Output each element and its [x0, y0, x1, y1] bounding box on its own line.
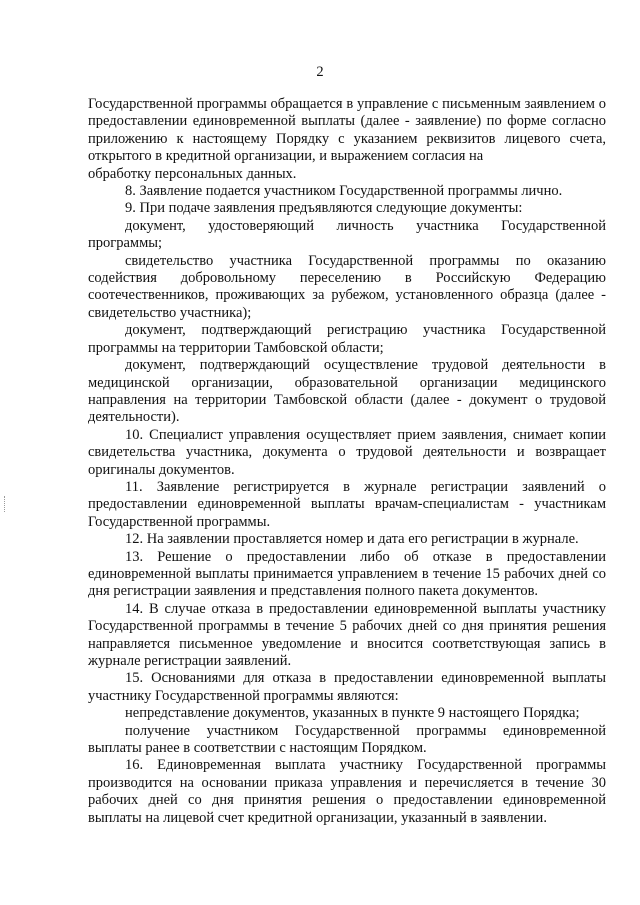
list-item-previous-payment: получение участником Государственной программы единовременной выплаты ранее в соответствии с настоящим Порядком.	[88, 722, 606, 757]
paragraph-12: 12. На заявлении проставляется номер и дата его регистрации в журнале.	[125, 531, 579, 548]
paragraph-9: 9. При подаче заявления предъявляются следующие документы:	[125, 200, 523, 217]
paragraph-11: 11. Заявление регистрируется в журнале регистрации заявлений о предоставлении единовременной выплаты врачам-специалистам - участникам Государственной программы.	[88, 478, 606, 530]
paragraph-continuation-end: обработку персональных данных.	[88, 165, 297, 182]
paragraph-16: 16. Единовременная выплата участнику Государственной программы производится на основании приказа управления и перечисляется в течение 30 рабочих дней со дня принятия решения о предоставлении единовременной выплаты на лицевой счет кредитной организации, указанный в заявлении.	[88, 757, 606, 826]
document-body	[88, 96, 606, 827]
list-item-missing-documents: непредставление документов, указанных в пункте 9 настоящего Порядка;	[125, 705, 580, 722]
list-item-participant-certificate: свидетельство участника Государственной программы по оказанию содействия добровольному переселению в Российскую Федерацию соотечественников, проживающих за рубежом, установленного образца (далее - свидетельство участника);	[88, 252, 606, 321]
list-item-employment-document: документ, подтверждающий осуществление трудовой деятельности в медицинской организации, образовательной организации медицинского направления на территории Тамбовской области (далее - документ о трудовой деятельности).	[88, 357, 606, 426]
paragraph-14: 14. В случае отказа в предоставлении единовременной выплаты участнику Государственной программы в течение 5 рабочих дней со дня принятия решения направляется письменное уведомление и вносится соответствующая запись в журнале регистрации заявлений.	[88, 600, 606, 669]
page-number: 2	[316, 64, 324, 80]
paragraph-15: 15. Основаниями для отказа в предоставлении единовременной выплаты участнику Государственной программы являются:	[88, 670, 606, 704]
list-item-registration-document: документ, подтверждающий регистрацию участника Государственной программы на территории Тамбовской области;	[88, 322, 606, 356]
margin-mark	[4, 496, 9, 512]
paragraph-10: 10. Специалист управления осуществляет прием заявления, снимает копии свидетельства участника, документа о трудовой деятельности и возвращает оригиналы документов.	[88, 426, 606, 478]
paragraph-continuation: Государственной программы обращается в управление с письменным заявлением о предоставлении единовременной выплаты (далее - заявление) по форме согласно приложению к настоящему Порядку с указанием реквизитов лицевого счета, открытого в кредитной организации, и выражением согласия на	[88, 96, 606, 165]
paragraph-13: 13. Решение о предоставлении либо об отказе в предоставлении единовременной выплаты принимается управлением в течение 15 рабочих дней со дня регистрации заявления и представления полного пакета документов.	[88, 548, 606, 600]
list-item-identity-document: документ, удостоверяющий личность участника Государственной программы;	[88, 217, 606, 252]
paragraph-8: 8. Заявление подается участником Государственной программы лично.	[125, 183, 563, 200]
